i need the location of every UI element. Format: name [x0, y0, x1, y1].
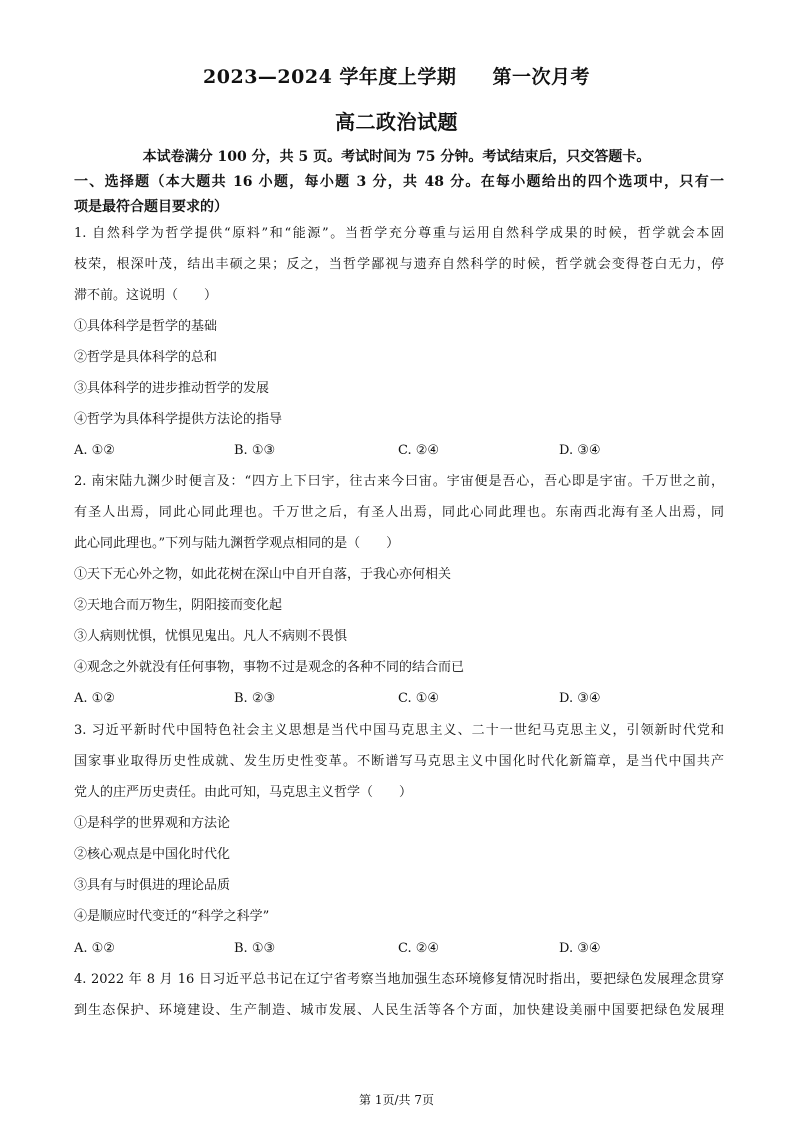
question-3-statement: ③具有与时俱进的理论品质: [74, 878, 231, 893]
section-heading-line-2: 项是最符合题目要求的）: [74, 199, 228, 215]
question-3-stem-line: 党人的庄严历史责任。由此可知，马克思主义哲学（ ）: [74, 785, 413, 800]
question-3-statement: ①是科学的世界观和方法论: [74, 816, 231, 831]
question-3-statement: ④是顺应时代变迁的“科学之科学”: [74, 909, 270, 924]
option-c: C. ②④: [398, 443, 440, 458]
question-1-statement: ①具体科学是哲学的基础: [74, 319, 218, 334]
question-3-stem-line: 3. 习近平新时代中国特色社会主义思想是当代中国马克思主义、二十一世纪马克思主义，引领新时代党和: [74, 723, 724, 738]
question-1-statement: ④哲学为具体科学提供方法论的指导: [74, 412, 283, 427]
option-c: C. ①④: [398, 691, 440, 706]
question-4-stem-line: 4. 2022 年 8 月 16 日习近平总书记在辽宁省考察当地加强生态环境修复情况时指出，要把绿色发展理念贯穿: [74, 972, 724, 987]
question-2-options: [74, 690, 724, 708]
question-1-statement: ③具体科学的进步推动哲学的发展: [74, 381, 270, 396]
option-d: D. ③④: [559, 443, 601, 458]
question-1-stem-line: 滞不前。这说明（ ）: [74, 288, 218, 303]
page-number: 第 1页/共 7页: [359, 1093, 434, 1107]
question-1-statement: ②哲学是具体科学的总和: [74, 350, 218, 365]
option-d: D. ③④: [559, 941, 601, 956]
question-1-options: [74, 442, 724, 460]
question-2-stem-line: 此心同此理也。”下列与陆九渊哲学观点相同的是（ ）: [74, 536, 400, 551]
option-b: B. ①③: [234, 443, 276, 458]
exam-notice: 本试卷满分 100 分，共 5 页。考试时间为 75 分钟。考试结束后，只交答题卡。: [142, 149, 651, 165]
question-2-statement: ③人病则忧惧，忧惧见鬼出。凡人不病则不畏惧: [74, 629, 348, 644]
question-3-statement: ②核心观点是中国化时代化: [74, 847, 231, 862]
question-3-options: [74, 940, 724, 958]
option-c: C. ②④: [398, 941, 440, 956]
exam-title: [0, 62, 793, 89]
option-d: D. ③④: [559, 691, 601, 706]
question-3-stem-line: 国家事业取得历史性成就、发生历史性变革。不断谱写马克思主义中国化时代化新篇章，是当代中国共产: [74, 754, 724, 769]
question-1-stem-line: 枝荣，根深叶茂，结出丰硕之果；反之，当哲学鄙视与遗弃自然科学的时候，哲学就会变得苍白无力，停: [74, 257, 724, 272]
question-2-statement: ②天地合而万物生，阴阳接而变化起: [74, 598, 283, 613]
question-4-stem-line: 到生态保护、环境建设、生产制造、城市发展、人民生活等各个方面，加快建设美丽中国要把绿色发展理: [74, 1003, 724, 1018]
question-2-statement: ④观念之外就没有任何事物，事物不过是观念的各种不同的结合而已: [74, 660, 465, 675]
exam-term: 2023—2024 学年度上学期: [203, 66, 457, 88]
question-2-stem-line: 2. 南宋陆九渊少时便言及：“四方上下曰宇，往古来今曰宙。宇宙便是吾心，吾心即是宇宙。千万世之前，: [74, 474, 724, 489]
option-a: A. ①②: [74, 443, 115, 458]
question-2-stem-line: 有圣人出焉，同此心同此理也。千万世之后，有圣人出焉，同此心同此理也。东南西北海有圣人出焉，同: [74, 505, 724, 520]
option-b: B. ②③: [234, 691, 276, 706]
exam-subtitle: 高二政治试题: [335, 110, 458, 134]
section-heading-line-1: 一、选择题（本大题共 16 小题，每小题 3 分，共 48 分。在每小题给出的四个选项中，只有一: [74, 174, 724, 190]
question-1-stem-line: 1. 自然科学为哲学提供“原料”和“能源”。当哲学充分尊重与运用自然科学成果的时候，哲学就会本固: [74, 226, 724, 241]
option-b: B. ①③: [234, 941, 276, 956]
option-a: A. ①②: [74, 941, 115, 956]
option-a: A. ①②: [74, 691, 115, 706]
question-2-statement: ①天下无心外之物，如此花树在深山中自开自落，于我心亦何相关: [74, 567, 452, 582]
exam-name: 第一次月考: [492, 66, 590, 88]
